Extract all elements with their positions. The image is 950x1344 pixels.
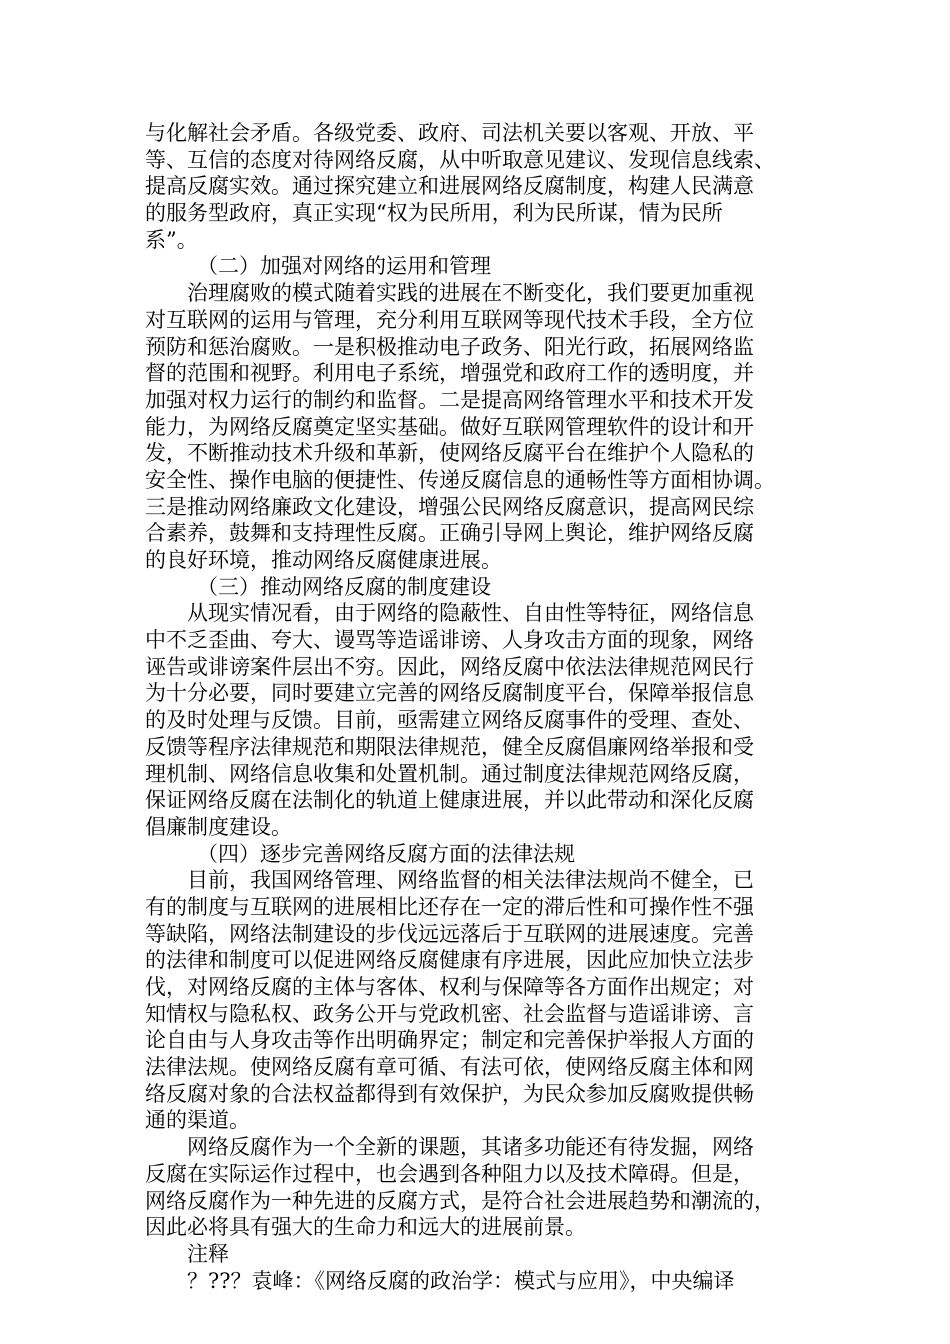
text-line: 的服务型政府，真正实现“权为民所用，利为民所谋，情为民所 [145,201,723,226]
text-line: 络反腐对象的合法权益都得到有效保护，为民众参加反腐败提供畅 [145,1081,754,1106]
text-line: 知情权与隐私权、政务公开与党政机密、社会监督与造谣诽谤、言 [145,1001,754,1026]
text-line: 预防和惩治腐败。一是积极推动电子政务、阳光行政，拓展网络监 [145,334,754,359]
section-heading-3 [145,574,813,601]
text-line: 能力，为网络反腐奠定坚实基础。做好互联网管理软件的设计和开 [145,414,754,439]
text-line: 伐，对网络反腐的主体与客体、权利与保障等各方面作出规定；对 [145,975,754,999]
text-line: 倡廉制度建设。 [145,814,292,839]
text-line: 从现实情况看，由于网络的隐蔽性、自由性等特征，网络信息 [187,601,754,626]
text-line: 为十分必要，同时要建立完善的网络反腐制度平台，保障举报信息 [145,681,754,706]
text-line: 督的范围和视野。利用电子系统，增强党和政府工作的透明度，并 [145,361,754,386]
paragraph-section-2 [145,280,813,574]
text-line: 提高反腐实效。通过探究建立和进展网络反腐制度，构建人民满意 [145,174,754,199]
text-line: 反馈等程序法律规范和期限法律规范，健全反腐倡廉网络举报和受 [145,734,754,759]
section-heading-2 [145,253,813,280]
heading-text: 注释 [187,1241,229,1266]
text-line: 理机制、网络信息收集和处置机制。通过制度法律规范网络反腐， [145,761,754,786]
text-line: 等、互信的态度对待网络反腐，从中听取意见建议、发现信息线索、 [145,147,775,172]
text-line: 三是推动网络廉政文化建设，增强公民网络反腐意识，提高网民综 [145,494,754,519]
heading-text: （三）推动网络反腐的制度建设 [197,574,491,599]
text-line: 合素养，鼓舞和支持理性反腐。正确引导网上舆论，维护网络反腐 [145,521,754,546]
text-line: 中不乏歪曲、夸大、谩骂等造谣诽谤、人身攻击方面的现象，网络 [145,628,754,653]
paragraph-conclusion [145,1134,813,1241]
text-line: 论自由与人身攻击等作出明确界定；制定和完善保护举报人方面的 [145,1028,754,1053]
text-line: 的法律和制度可以促进网络反腐健康有序进展，因此应加快立法步 [145,948,754,973]
text-line: 安全性、操作电脑的便捷性、传递反腐信息的通畅性等方面相协调。 [145,467,775,492]
notes-heading [145,1241,813,1268]
section-heading-4 [145,841,813,868]
text-line: 反腐在实际运作过程中，也会遇到各种阻力以及技术障碍。但是， [145,1161,754,1186]
text-line: 法律法规。使网络反腐有章可循、有法可依，使网络反腐主体和网 [145,1055,754,1080]
text-line: 诬告或诽谤案件层出不穷。因此，网络反腐中依法法律规范网民行 [145,654,754,679]
footnote-entry [145,1268,813,1295]
document-page [145,120,813,1294]
text-line: 的良好环境，推动网络反腐健康进展。 [145,548,502,572]
paragraph-section-3 [145,600,813,840]
heading-text: （四）逐步完善网络反腐方面的法律法规 [197,841,575,866]
text-line: 加强对权力运行的制约和监督。二是提高网络管理水平和技术开发 [145,387,754,412]
footnote-text: ？??？袁峰：《网络反腐的政治学：模式与应用》，中央编译 [187,1268,735,1293]
text-line: 保证网络反腐在法制化的轨道上健康进展，并以此带动和深化反腐 [145,788,754,813]
text-line: 通的渠道。 [145,1108,250,1133]
text-line: 网络反腐作为一个全新的课题，其诸多功能还有待发掘，网络 [187,1135,754,1160]
text-line: 有的制度与互联网的进展相比还存在一定的滞后性和可操作性不强 [145,894,754,919]
paragraph-section-4 [145,867,813,1134]
text-line: 目前，我国网络管理、网络监督的相关法律法规尚不健全，已 [187,868,754,893]
text-line: 系”。 [145,227,198,252]
text-line: 等缺陷，网络法制建设的步伐远远落后于互联网的进展速度。完善 [145,921,754,946]
text-line: 发，不断推动技术升级和革新，使网络反腐平台在维护个人隐私的 [145,441,754,466]
text-line: 的及时处理与反馈。目前，亟需建立网络反腐事件的受理、查处、 [145,708,754,733]
text-line: 因此必将具有强大的生命力和远大的进展前景。 [145,1215,586,1240]
text-line: 与化解社会矛盾。各级党委、政府、司法机关要以客观、开放、平 [145,121,754,145]
text-line: 对互联网的运用与管理，充分利用互联网等现代技术手段，全方位 [145,307,754,332]
text-line: 网络反腐作为一种先进的反腐方式，是符合社会进展趋势和潮流的， [145,1188,775,1213]
text-line: 治理腐败的模式随着实践的进展在不断变化，我们要更加重视 [187,281,754,306]
paragraph-continued [145,120,813,253]
heading-text: （二）加强对网络的运用和管理 [197,254,491,279]
